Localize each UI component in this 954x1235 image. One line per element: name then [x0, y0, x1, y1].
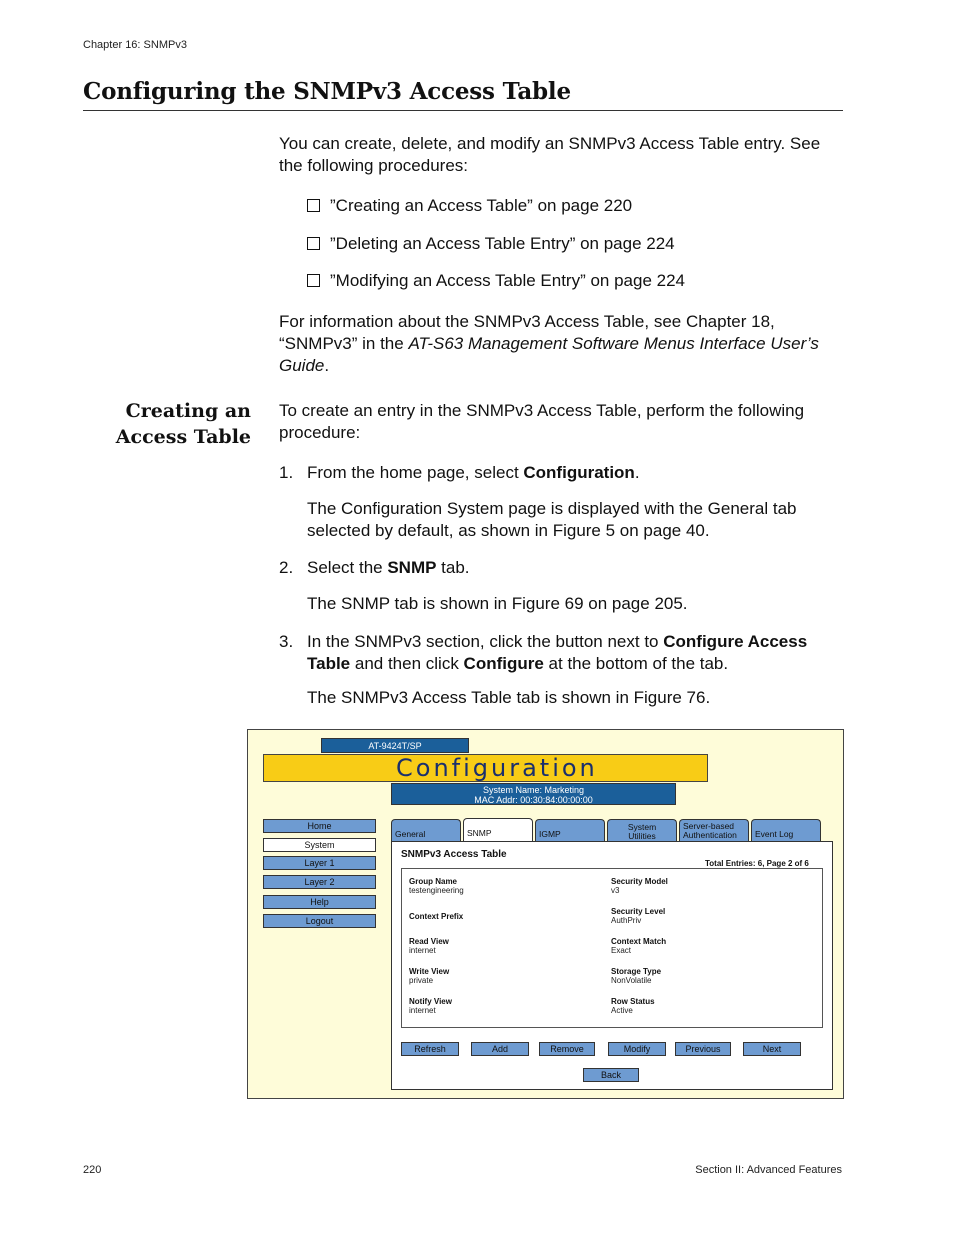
field-security-model: Security Model v3 — [611, 877, 668, 895]
procedure-item: ”Modifying an Access Table Entry” on page 224 — [307, 270, 685, 292]
system-info: System Name: Marketing MAC Addr: 00:30:84:00:00:00 — [391, 783, 676, 805]
previous-button[interactable]: Previous — [675, 1042, 731, 1056]
tab-event-log[interactable]: Event Log — [751, 819, 821, 841]
total-entries: Total Entries: 6, Page 2 of 6 — [705, 859, 809, 868]
field-security-level: Security Level AuthPriv — [611, 907, 666, 925]
field-row-status: Row Status Active — [611, 997, 655, 1015]
tab-snmp[interactable]: SNMP — [463, 818, 533, 842]
step-1: 1. From the home page, select Configuration. — [279, 463, 640, 482]
nav-logout-button[interactable]: Logout — [263, 914, 376, 928]
field-storage-type: Storage Type NonVolatile — [611, 967, 662, 985]
checkbox-icon — [307, 274, 320, 287]
title-rule — [83, 110, 843, 111]
refresh-button[interactable]: Refresh — [401, 1042, 459, 1056]
nav-system-button[interactable]: System — [263, 838, 376, 852]
field-group-name: Group Name testengineering — [409, 877, 464, 895]
info-paragraph: For information about the SNMPv3 Access Table, see Chapter 18, “SNMPv3” in the AT-S63 Management Software Menus Interface User’s Guide. — [279, 312, 819, 375]
tab-igmp[interactable]: IGMP — [535, 819, 605, 841]
nav-help-button[interactable]: Help — [263, 895, 376, 909]
section-title: Configuring the SNMPv3 Access Table — [83, 78, 571, 105]
field-notify-view: Notify View internet — [409, 997, 452, 1015]
section-footer: Section II: Advanced Features — [695, 1164, 842, 1176]
tab-system-utilities[interactable]: System Utilities — [607, 819, 677, 841]
access-table-screenshot — [247, 729, 844, 1099]
create-intro: To create an entry in the SNMPv3 Access Table, perform the following procedure: — [279, 401, 805, 442]
add-button[interactable]: Add — [471, 1042, 529, 1056]
step-2: 2. Select the SNMP tab. — [279, 558, 470, 577]
checkbox-icon — [307, 199, 320, 212]
next-button[interactable]: Next — [743, 1042, 801, 1056]
intro-paragraph: You can create, delete, and modify an SNMPv3 Access Table entry. See the following procedures: — [279, 134, 821, 175]
tab-general[interactable]: General — [391, 819, 461, 841]
nav-home-button[interactable]: Home — [263, 819, 376, 833]
configuration-banner: Configuration — [263, 754, 708, 782]
chapter-header: Chapter 16: SNMPv3 — [83, 39, 187, 51]
entry-details — [401, 868, 823, 1028]
step-3: 3. — [279, 632, 294, 651]
field-context-match: Context Match Exact — [611, 937, 667, 955]
step-3-text: In the SNMPv3 section, click the button next to Configure Access Table and then click Configure at the bottom of the tab. — [307, 632, 808, 673]
nav-layer2-button[interactable]: Layer 2 — [263, 875, 376, 889]
field-context-prefix: Context Prefix — [409, 912, 464, 921]
checkbox-icon — [307, 237, 320, 250]
procedure-item: ”Creating an Access Table” on page 220 — [307, 195, 632, 217]
subsection-heading: Creating an Access Table — [115, 400, 251, 448]
page-number: 220 — [83, 1164, 102, 1176]
panel-title: SNMPv3 Access Table — [401, 849, 507, 860]
step-note: The Configuration System page is displayed with the General tab selected by default, as shown in Figure 5 on page 40. — [307, 499, 797, 540]
remove-button[interactable]: Remove — [539, 1042, 595, 1056]
access-table-panel — [391, 841, 833, 1090]
step-note: The SNMPv3 Access Table tab is shown in Figure 76. — [307, 688, 711, 707]
nav-layer1-button[interactable]: Layer 1 — [263, 856, 376, 870]
field-read-view: Read View internet — [409, 937, 449, 955]
procedure-item: ”Deleting an Access Table Entry” on page 224 — [307, 233, 675, 255]
tab-server-auth[interactable]: Server-based Authentication — [679, 819, 749, 841]
back-button[interactable]: Back — [583, 1068, 639, 1082]
step-note: The SNMP tab is shown in Figure 69 on page 205. — [307, 594, 688, 613]
field-write-view: Write View private — [409, 967, 450, 985]
model-label: AT-9424T/SP — [321, 738, 469, 753]
modify-button[interactable]: Modify — [608, 1042, 666, 1056]
